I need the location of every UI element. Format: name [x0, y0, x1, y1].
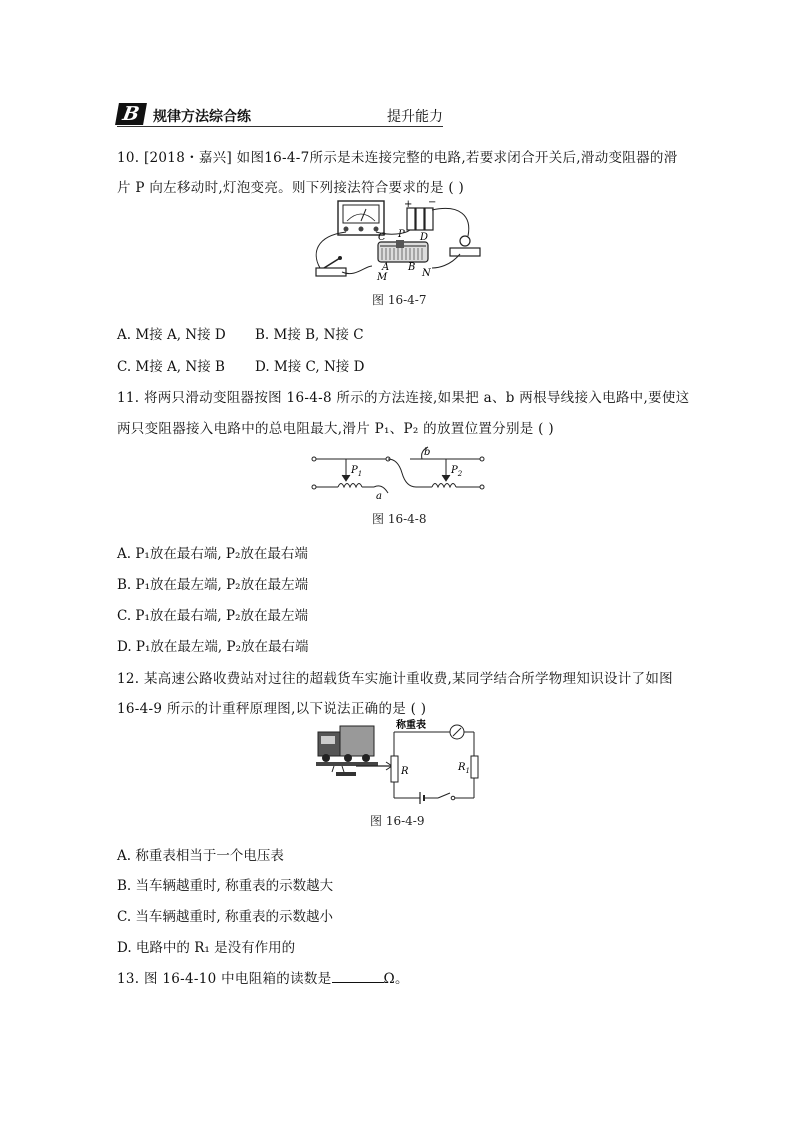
q13-stem: [117, 967, 409, 987]
wire-b-label: b: [424, 447, 431, 458]
slider-P-label: P: [398, 229, 405, 240]
q13-prefix: 13. 图 16-4-10 中电阻箱的读数是: [117, 971, 332, 987]
q10-figure-caption: 图 16-4-7: [372, 293, 427, 307]
battery-cell-1: [407, 208, 415, 230]
bulb: [460, 236, 470, 246]
switch-base: [316, 268, 346, 276]
q10-option-a[interactable]: A. M接 A, N接 D: [117, 327, 226, 343]
resistor-R1-label: $R_1$: [458, 762, 470, 775]
wire-N-label: N: [422, 268, 431, 279]
battery-cell-3: [425, 208, 433, 230]
q11-option-c[interactable]: C. P₁放在最右端, P₂放在最左端: [117, 608, 309, 624]
rheostat-slider: [396, 240, 404, 248]
figure-16-4-7: [310, 196, 500, 286]
bulb-base: [450, 248, 480, 256]
terminal-B-label: B: [408, 262, 416, 273]
coil-right: [432, 484, 456, 488]
q10-option-d[interactable]: D. M接 C, N接 D: [255, 359, 365, 375]
weighing-meter-label: 称重表: [396, 720, 426, 731]
wire-M-label: M: [377, 272, 388, 283]
q11-stem-line2: 两只变阻器接入电路中的总电阻最大,滑片 P₁、P₂ 的放置位置分别是 ( ): [117, 421, 554, 437]
q12-option-d[interactable]: D. 电路中的 R₁ 是没有作用的: [117, 940, 296, 956]
resistor-R-label: R: [401, 766, 409, 777]
q12-figure-caption: 图 16-4-9: [370, 814, 425, 828]
battery-minus-label: −: [428, 197, 437, 208]
section-badge: B: [115, 103, 147, 125]
q12-stem-line1: 12. 某高速公路收费站对过往的超载货车实施计重收费,某同学结合所学物理知识设计了如图: [117, 671, 673, 687]
circuit-switch: [438, 793, 450, 798]
terminal-A-label: A: [382, 262, 390, 273]
q11-option-a[interactable]: A. P₁放在最右端, P₂放在最右端: [117, 546, 308, 562]
q12-option-a[interactable]: A. 称重表相当于一个电压表: [117, 848, 284, 864]
q11-stem-line1: 11. 将两只滑动变阻器按图 16-4-8 所示的方法连接,如果把 a、b 两根导线接入电路中,要使这: [117, 390, 690, 406]
battery-cell-2: [416, 208, 424, 230]
q12-option-b[interactable]: B. 当车辆越重时, 称重表的示数越大: [117, 878, 334, 894]
slider-P2-label: $P_2$: [451, 465, 463, 478]
q10-option-b[interactable]: B. M接 B, N接 C: [255, 327, 364, 343]
terminal-D-label: D: [420, 232, 429, 243]
section-title: 规律方法综合练: [153, 109, 251, 125]
q11-figure-caption: 图 16-4-8: [372, 512, 427, 526]
resistor-R1: [471, 756, 478, 778]
q11-option-b[interactable]: B. P₁放在最左端, P₂放在最左端: [117, 577, 309, 593]
q10-stem-line1: 10. [2018・嘉兴] 如图16-4-7所示是未连接完整的电路,若要求闭合开关后,滑动变阻器的滑: [117, 150, 678, 166]
slider-P1-label: $P_1$: [351, 465, 363, 478]
header-rule: [117, 126, 443, 127]
coil-left: [338, 484, 362, 488]
section-subtitle: 提升能力: [387, 109, 443, 125]
q10-stem-line2: 片 P 向左移动时,灯泡变亮。则下列接法符合要求的是 ( ): [117, 180, 465, 196]
battery-plus-label: +: [404, 199, 413, 210]
wire-a-label: a: [376, 491, 382, 502]
q10-option-c[interactable]: C. M接 A, N接 B: [117, 359, 225, 375]
resistor-R: [391, 756, 398, 782]
q12-stem-line2: 16-4-9 所示的计重秤原理图,以下说法正确的是 ( ): [117, 701, 427, 717]
q13-suffix: Ω。: [383, 971, 409, 987]
figure-16-4-8: [310, 443, 490, 503]
q11-option-d[interactable]: D. P₁放在最左端, P₂放在最右端: [117, 639, 309, 655]
terminal-C-label: C: [378, 232, 386, 243]
truck-window: [321, 736, 335, 744]
q13-answer-blank[interactable]: [332, 970, 384, 983]
q12-option-c[interactable]: C. 当车辆越重时, 称重表的示数越小: [117, 909, 334, 925]
figure-16-4-9: [312, 718, 484, 808]
truck-cargo: [340, 726, 374, 756]
